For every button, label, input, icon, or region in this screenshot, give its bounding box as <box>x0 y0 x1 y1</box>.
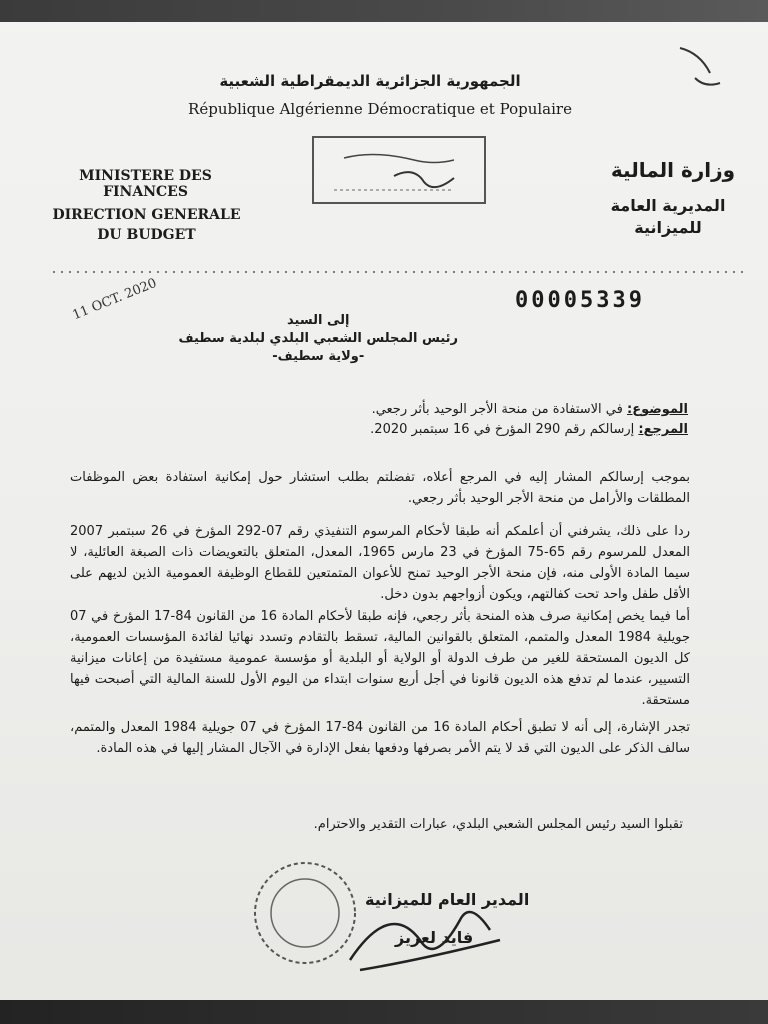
body-paragraph-2: ردا على ذلك، يشرفني أن أعلمكم أنه طبقا لأحكام المرسوم التنفيذي رقم 07-292 المؤرخ في 26 سبتمبر 2007 المعدل للمرسوم رقم 65-75 المؤرخ في 23 مارس 1965، المعدل، المتعلق بالتعويضات ذات الصبغة العائلية، لا سيما المادة الأولى منه، فإن منحة الأجر الوحيد تمنح للأعوان المتمتعين للقطاع الوظيفة العمومية الذين لديهم على الأقل طفل واحد تحت كفالتهم، ويكون أزواجهم بدون دخل. <box>70 524 691 602</box>
scan-border-top <box>0 0 768 22</box>
handwritten-signature-icon <box>330 880 530 980</box>
ministry-fr: MINISTERE DES FINANCES <box>79 168 212 200</box>
body-paragraph-3: أما فيما يخص إمكانية صرف هذه المنحة بأثر رجعي، فإنه طبقا لأحكام المادة 16 من القانون 84-17 المؤرخ في 07 جويلية 1984 المعدل والمتمم، المتعلق بالقوانين المالية، تسقط بالتقادم وتسدد نهائيا لفائدة المؤسسات العمومية، كل الديون المستحقة للغير من طرف الدولة أو الولاية أو البلدية أو مؤسسة عمومية مستفيدة من إعانات ميزانية التسيير، عندما لم تدفع هذه الديون قانونا في أجل أربع سنوات ابتداء من اليوم الأول للسنة المالية التي أصبحت فيها مستحقة. <box>70 609 691 708</box>
subject-line <box>370 400 688 420</box>
body-paragraph-4: تجدر الإشارة، إلى أنه لا تطبق أحكام المادة 16 من القانون 84-17 المؤرخ في 07 جويلية 1984 المعدل والمتمم، سالف الذكر على الديون التي قد لا يتم الأمر بصرفها ودفعها بفعل الإدارة في الآجال المشار إليها في هذه المادة. <box>70 720 691 756</box>
closing-formula: تقبلوا السيد رئيس المجلس الشعبي البلدي، عبارات التقدير والاحترام. <box>313 817 683 832</box>
stamp-scribble-icon <box>314 138 484 202</box>
signature-title: المدير العام للميزانية <box>365 890 530 909</box>
subject-label: الموضوع: <box>627 402 688 417</box>
registration-stamp <box>312 136 486 204</box>
ref-text: إرسالكم رقم 290 المؤرخ في 16 سبتمبر 2020. <box>370 422 635 437</box>
subject-block <box>370 400 688 440</box>
country-name-ar: الجمهورية الجزائرية الديمقراطية الشعبية <box>219 72 521 90</box>
direction-ar-line1: المديرية العامة <box>610 196 726 215</box>
direction-ar <box>598 195 738 239</box>
handwritten-mark-icon <box>670 38 740 108</box>
serial-number: 00005339 <box>515 288 645 313</box>
recipient-line1: إلى السيد <box>287 313 350 328</box>
body-paragraph-1: بموجب إرسالكم المشار إليه في المرجع أعلاه، تفضلتم بطلب استشار حول إمكانية استفادة بعض الموظفات المطلقات والأرامل من منحة الأجر الوحيد بأثر رجعي. <box>70 470 690 506</box>
date-stamp: 11 OCT. 2020 <box>70 275 159 324</box>
ref-label: المرجع: <box>638 422 688 437</box>
scan-border-bottom <box>0 1000 768 1024</box>
country-name-fr: République Algérienne Démocratique et Populaire <box>188 100 572 118</box>
direction-fr-line2: DU BUDGET <box>97 227 196 243</box>
reference-line-subject <box>370 420 688 440</box>
ministry-ar: وزارة المالية <box>610 158 736 182</box>
subject-text: في الاستفادة من منحة الأجر الوحيد بأثر رجعي. <box>371 402 623 417</box>
recipient-line2: رئيس المجلس الشعبي البلدي لبلدية سطيف <box>178 331 458 346</box>
recipient-block <box>178 312 458 366</box>
signature-name: فايد لعزيز <box>395 928 474 947</box>
reference-line <box>20 262 748 282</box>
direction-fr-line1: DIRECTION GENERALE <box>52 207 241 223</box>
direction-fr <box>44 205 249 245</box>
direction-ar-line2: للميزانية <box>634 218 702 237</box>
recipient-line3: -ولاية سطيف- <box>272 349 365 364</box>
